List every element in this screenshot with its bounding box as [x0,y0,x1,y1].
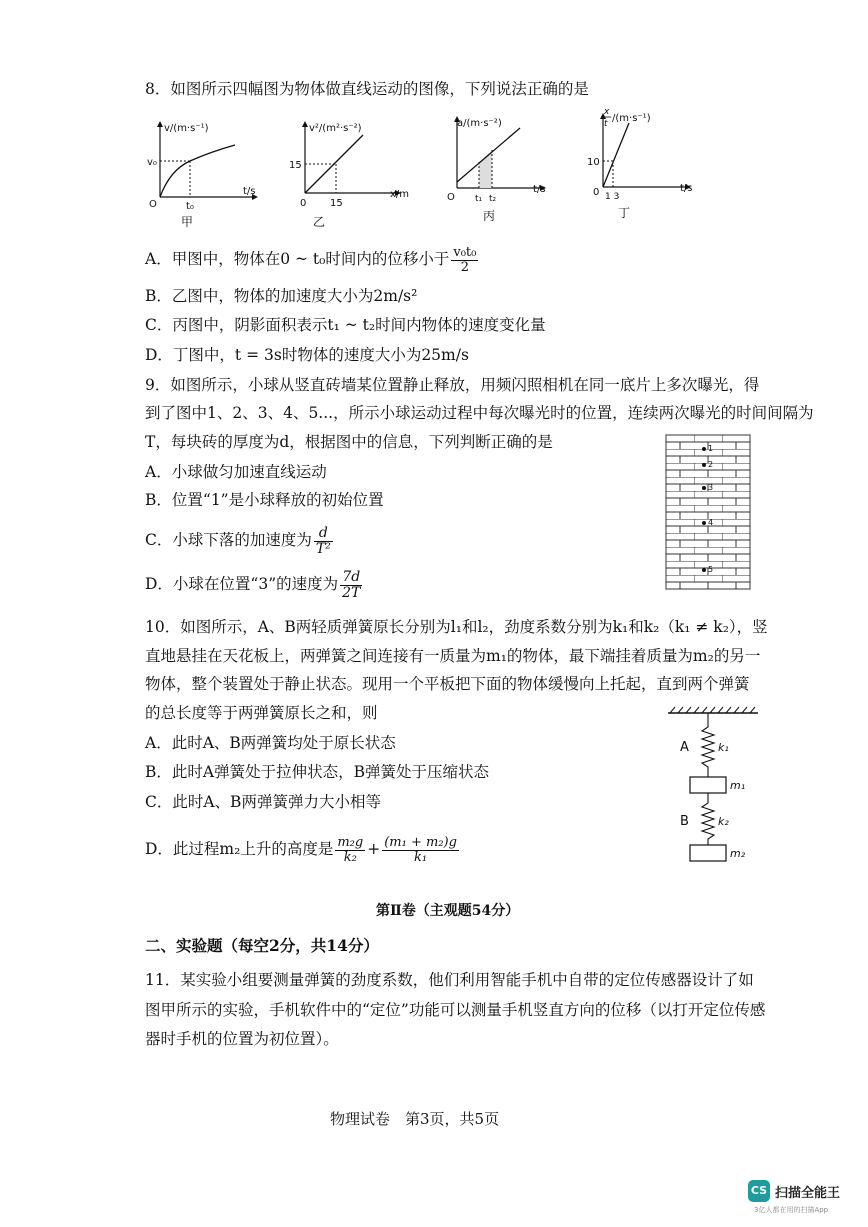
q10-optD-den1: k₂ [343,849,357,865]
q10-optD-plus: + [367,840,381,859]
bing-xtick1: t₁ [475,194,483,204]
q8-stem: 8．如图所示四幅图为物体做直线运动的图像，下列说法正确的是 [145,80,589,98]
q10-line2: 直地悬挂在天花板上，两弹簧之间连接有一质量为m₁的物体，最下端挂着质量为m₂的另一 [145,647,761,665]
label-k1: k₁ [718,741,729,754]
q9-line2: 到了图中1、2、3、4、5...，所示小球运动过程中每次曝光时的位置，连续两次曝光的时间间隔为 [145,404,814,422]
spring-a [702,713,714,777]
q8-optA [145,246,480,274]
q9-optC [145,526,335,556]
q9-optC-text: C．小球下落的加速度为 [145,531,312,550]
bing-xlabel: t/s [533,184,546,195]
springs-figure [660,705,770,865]
jia-ytick: v₀ [147,157,157,168]
yi-origin: 0 [300,198,307,209]
q10-optA: A．此时A、B两弹簧均处于原长状态 [145,734,396,752]
brick-wall-figure [666,435,756,595]
q11-line3: 器时手机的位置为初位置）。 [145,1030,339,1048]
q9-optD-frac [340,570,362,600]
q10-line4: 的总长度等于两弹簧原长之和，则 [145,704,378,722]
q8-optC: C．丙图中，阴影面积表示t₁ ~ t₂时间内物体的速度变化量 [145,316,546,334]
q10-line1: 10．如图所示，A、B两轻质弹簧原长分别为l₁和l₂，劲度系数分别为k₁和k₂（k₁ ≠ k₂），竖 [145,618,768,636]
yi-xtick: 15 [330,198,343,209]
q10-optD-num2: (m₁ + m₂)g [384,835,457,850]
jia-xlabel: t/s [243,186,256,197]
section2-heading: 二、实验题（每空2分，共14分） [145,936,379,955]
q9-optC-num: d [314,526,333,542]
q9-optD-num: 7d [340,570,362,586]
q9-optC-den: T² [315,540,331,557]
q9-optB: B．位置“1”是小球释放的初始位置 [145,491,384,509]
ding-caption: 丁 [618,206,631,220]
q8-optB: B．乙图中，物体的加速度大小为2m/s² [145,287,418,305]
q9-line3: T，每块砖的厚度为d，根据图中的信息，下列判断正确的是 [145,433,553,451]
q10-optB: B．此时A弹簧处于拉伸状态，B弹簧处于压缩状态 [145,763,489,781]
yi-caption: 乙 [313,215,326,229]
q9-line1: 9．如图所示，小球从竖直砖墙某位置静止释放，用频闪照相机在同一底片上多次曝光，得 [145,376,760,394]
jia-ylabel: v/(m·s⁻¹) [164,123,209,134]
spring-b [702,793,714,845]
q10-optD-den2: k₁ [414,849,428,865]
ding-xtick: 1 3 [605,192,620,202]
ding-ylabel-unit: /(m·s⁻¹) [612,113,651,124]
q9-optA: A．小球做匀加速直线运动 [145,463,327,481]
q10-optD [145,836,461,864]
ding-origin: 0 [593,187,600,198]
q10-optC: C．此时A、B两弹簧弹力大小相等 [145,793,381,811]
jia-xtick: t₀ [186,201,194,212]
q9-optC-frac [314,526,333,556]
ball-label-1: 1 [708,444,714,453]
cs-logo-icon: CS [748,1180,770,1202]
q8-optA-den: 2 [460,259,469,275]
ball-label-2: 2 [708,460,714,469]
bing-caption: 丙 [483,209,496,223]
q10-optD-num1: m₂g [337,835,364,850]
watermark-tagline: 3亿人都在用的扫描App [754,1206,829,1214]
graph-jia [140,115,260,230]
q9-optD [145,570,364,600]
jia-origin: O [149,199,157,210]
q8-optA-frac [451,246,478,274]
q11-line2: 图甲所示的实验，手机软件中的“定位”功能可以测量手机竖直方向的位移（以打开定位传感 [145,1001,766,1019]
graph-ding [585,105,705,225]
ding-ylabel-num: x [604,107,610,117]
graph-yi [283,115,418,230]
yi-ytick: 15 [289,160,302,171]
label-m1: m₁ [730,779,746,792]
q11-line1: 11．某实验小组要测量弹簧的劲度系数，他们利用智能手机中自带的定位传感器设计了如 [145,971,754,989]
bing-origin: O [447,192,455,203]
yi-xlabel: x/m [390,189,410,200]
ball-label-4: 4 [708,518,714,527]
section2-title: 第Ⅱ卷（主观题54分） [376,903,520,919]
label-spring-a: A [680,740,689,755]
ding-ytick: 10 [587,157,600,168]
jia-caption: 甲 [181,215,194,229]
q8-optA-num: v₀t₀ [453,245,477,260]
ding-ylabel-den: t [604,119,608,129]
q10-line3: 物体，整个装置处于静止状态。现用一个平板把下面的物体缓慢向上托起，直到两个弹簧 [145,675,750,693]
q9-optD-text: D．小球在位置“3”的速度为 [145,575,339,594]
ball-label-5: 5 [708,565,714,574]
label-spring-b: B [680,814,689,829]
q9-optD-den: 2T [342,584,361,601]
bing-xtick2: t₂ [489,194,497,204]
q8-optD: D．丁图中，t = 3s时物体的速度大小为25m/s [145,346,469,364]
q8-optA-text: A．甲图中，物体在0 ~ t₀时间内的位移小于 [145,250,450,269]
ding-xlabel: t/s [680,183,693,194]
page-footer: 物理试卷 第3页，共5页 [330,1110,500,1128]
graph-bing [445,110,560,225]
watermark-name: 扫描全能王 [775,1186,841,1201]
label-k2: k₂ [718,815,729,828]
ball-label-3: 3 [708,483,714,492]
scanner-watermark [748,1176,853,1216]
q10-optD-text: D．此过程m₂上升的高度是 [145,840,334,859]
q10-optD-frac1 [335,836,365,864]
q10-optD-frac2 [382,836,459,864]
label-m2: m₂ [730,847,746,860]
yi-ylabel: v²/(m²·s⁻²) [309,123,362,134]
bing-ylabel: a/(m·s⁻²) [457,118,502,129]
